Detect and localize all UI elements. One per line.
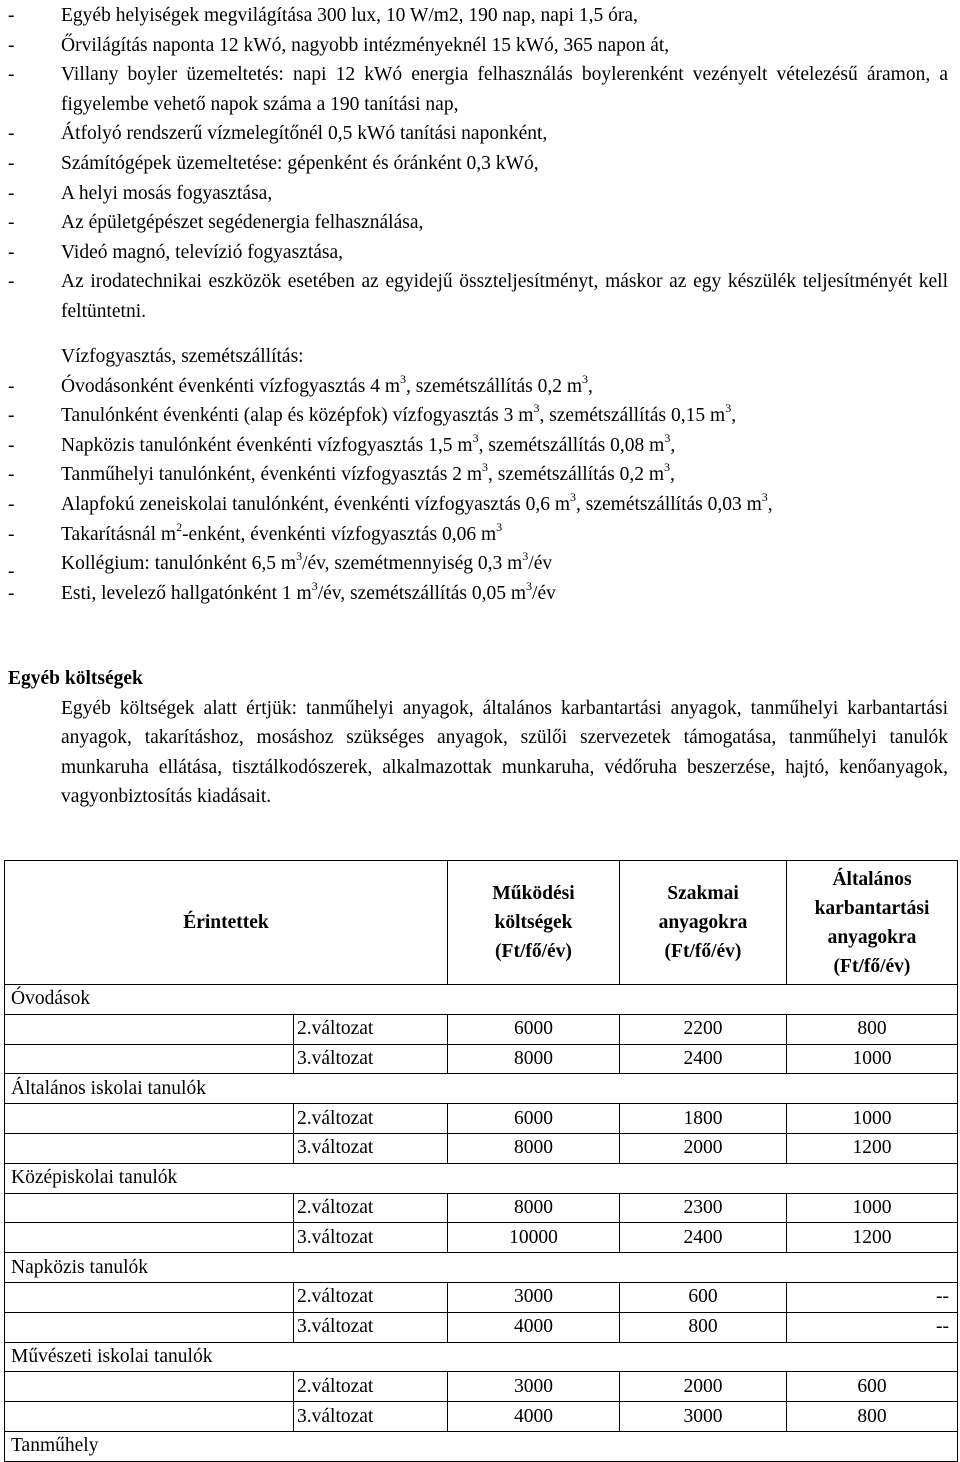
list-item: - Tanulónként évenkénti (alap és középfok) vízfogyasztás 3 $m^3$, szemétszállítás 0,15 $m^3$, — [8, 401, 737, 427]
list-item: - A helyi mosás fogyasztása, — [8, 182, 273, 204]
list-item: - Őrvilágítás naponta 12 kWó, nagyobb intézményeknél 15 kWó, 365 napon át, — [8, 34, 670, 56]
list-item: - Az épületgépészet segédenergia felhasználása, — [8, 212, 424, 234]
other-costs-section — [0, 664, 960, 812]
list-item: - Esti, levelező hallgatónként 1 $m^3/év$, szemétszállítás 0,05 $m^3/év$ — [8, 578, 556, 604]
list-item: - Tanműhelyi tanulónként, évenkénti vízfogyasztás 2 $m^3$, szemétszállítás 0,2 $m^3$, — [8, 460, 675, 486]
header-mukodesi: Működési költségek (Ft/fő/év) — [448, 861, 620, 985]
list-item: - Számítógépek üzemeltetése: gépenként és óránként 0,3 kWó, — [8, 152, 539, 174]
list-item: - Átfolyó rendszerű vízmelegítőnél 0,5 kWó tanítási naponként, — [8, 123, 548, 145]
cost-table — [4, 860, 958, 1462]
list-item: - Kollégium: tanulónként 6,5 $m^3/év$, szemétmennyiség 0,3 $m^3/év$ — [8, 549, 553, 583]
table-category-row: Középiskolai tanulók — [5, 1163, 958, 1193]
header-erintettek: Érintettek — [5, 861, 448, 985]
table-row: 3.változat 10000 2400 1200 — [5, 1223, 958, 1253]
section-heading: Egyéb költségek — [8, 668, 143, 689]
list-item: - Az irodatechnikai eszközök esetében az egyidejű összteljesítményt, máskor az egy készülék teljesítményét kell feltüntetni. — [8, 271, 948, 322]
list-item: - Videó magnó, televízió fogyasztása, — [8, 241, 344, 263]
table-header-row — [5, 861, 958, 985]
table-row: 2.változat 6000 2200 800 — [5, 1014, 958, 1044]
table-row: 3.változat 8000 2000 1200 — [5, 1133, 958, 1163]
header-szakmai: Szakmai anyagokra (Ft/fő/év) — [620, 861, 787, 985]
table-row: 3.változat 8000 2400 1000 — [5, 1044, 958, 1074]
table-row: 2.változat 3000 2000 600 — [5, 1372, 958, 1402]
list-item: - Alapfokú zeneiskolai tanulónként, évenkénti vízfogyasztás 0,6 $m^3$, szemétszállítás 0,03 $m^3$, — [8, 489, 773, 515]
list-item: - Napközis tanulónként évenkénti vízfogyasztás 1,5 $m^3$, szemétszállítás 0,08 $m^3$, — [8, 430, 676, 456]
water-section — [0, 342, 960, 608]
paragraph: Egyéb költségek alatt értjük: tanműhelyi anyagok, általános karbantartási anyagok, tanműhelyi karbantartási anyagok, takarításhoz, mosáshoz szükséges anyagok, szülői szervezetek támogatása, tanműhelyi tanulók munkaruha ellátása, tisztálkodószerek, alkalmazottak munkaruha, védőruha beszerzése, hajtó, kenőanyagok, vagyonbiztosítás kiadásait. — [61, 697, 948, 808]
list-item: - Óvodásonként évenkénti vízfogyasztás 4 $m^3$, szemétszállítás 0,2 $m^3$, — [8, 371, 593, 397]
table-category-row: Napközis tanulók — [5, 1253, 958, 1283]
table-row: 2.változat 6000 1800 1000 — [5, 1104, 958, 1134]
table-row: 3.változat 4000 3000 800 — [5, 1402, 958, 1432]
table-row: 2.változat 8000 2300 1000 — [5, 1193, 958, 1223]
header-altalanos: Általános karbantartási anyagokra (Ft/fő/év) — [787, 861, 958, 985]
list-item: - Takarításnál $m^2$-enként, évenkénti vízfogyasztás 0,06 $m^3$ — [8, 519, 503, 545]
list-item: - Egyéb helyiségek megvilágítása 300 lux, 10 W/m2, 190 nap, napi 1,5 óra, — [8, 5, 638, 26]
table-row: 3.változat 4000 800 -- — [5, 1312, 958, 1342]
section-title: Vízfogyasztás, szemétszállítás: — [61, 346, 304, 367]
table-category-row: Tanműhely — [5, 1431, 958, 1461]
table-category-row: Óvodások — [5, 985, 958, 1015]
energy-list — [0, 1, 960, 327]
table-category-row: Művészeti iskolai tanulók — [5, 1342, 958, 1372]
table-row: 2.változat 3000 600 -- — [5, 1282, 958, 1312]
table-category-row: Általános iskolai tanulók — [5, 1074, 958, 1104]
list-item: - Villany boyler üzemeltetés: napi 12 kWó energia felhasználás boylerenként vezényelt vételezésű áramon, a figyelembe vehető napok száma a 190 tanítási nap, — [8, 64, 948, 115]
